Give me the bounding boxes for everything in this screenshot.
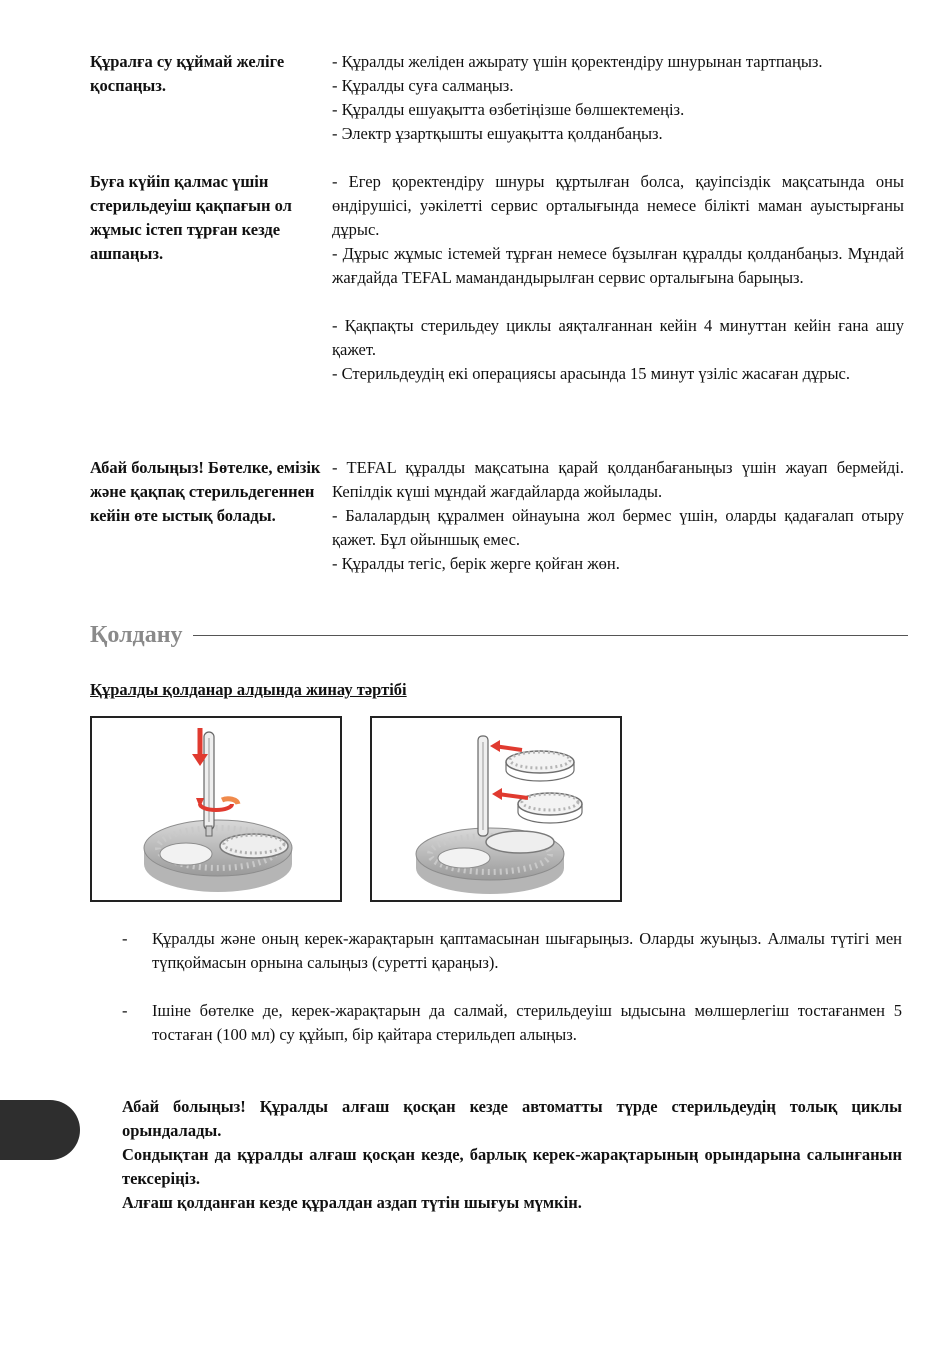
figure-attach-holders: [370, 716, 622, 902]
sterilizer-assembly-attach-holders-icon: [372, 718, 620, 900]
warning-label: Абай болыңыз! Бөтелке, емізік және қақпақ стерильдегеннен кейін өте ыстық болады.: [90, 458, 321, 525]
warning-label: Буға күйіп қалмас үшін стерильдеуіш қақпағын ол жұмыс істеп тұрған кезде ашпаңыз.: [90, 172, 292, 263]
warning-line: - TEFAL құралды мақсатына қарай қолданбағаныңыз үшін жауап бермейді. Кепілдік күші мұндай жағдайларда жойылады.: [332, 458, 904, 501]
caution-notes: [122, 1095, 902, 1215]
caution-line: Алғаш қолданған кезде құралдан аздап түтін шығуы мүмкін.: [122, 1193, 582, 1212]
warning-row-2: [90, 170, 902, 386]
warning-line: - Электр ұзартқышты ешуақытта қолданбаңыз.: [332, 124, 663, 143]
bullet-dash: -: [122, 1001, 128, 1020]
warning-line: - Құралды желіден ажырату үшін қоректендіру шнурынан тартпаңыз.: [332, 52, 823, 71]
warning-line: - Құралды суға салмаңыз.: [332, 76, 514, 95]
warning-line: - Құралды ешуақытта өзбетіңізше бөлшектемеңіз.: [332, 100, 685, 119]
warning-line: - Егер қоректендіру шнуры құртылған болса, қауіпсіздік мақсатында оны өндірушісі, уәкілетті сервис орталығында немесе білікті маман ауыстырғаны дұрыс.: [332, 172, 904, 239]
section-rule: [193, 635, 908, 637]
page-tab-marker: [0, 1100, 80, 1160]
instruction-text: Құралды және оның керек-жарақтарын қаптамасынан шығарыңыз. Оларды жуыңыз. Алмалы түтігі мен түпқоймасын орнына салыңыз (суретті қараңыз).: [152, 929, 902, 972]
figure-insert-rod: [90, 716, 342, 902]
warning-details: [332, 50, 904, 146]
warning-line: - Стерильдеудің екі операциясы арасында 15 минут үзіліс жасаған дұрыс.: [332, 364, 851, 383]
list-item: [122, 999, 902, 1047]
instruction-list: [122, 927, 902, 1047]
warning-details: [332, 170, 904, 386]
warning-details: [332, 456, 904, 576]
warning-line: - Құралды тегіс, берік жерге қойған жөн.: [332, 554, 620, 573]
section-heading: [90, 622, 908, 649]
list-item: [122, 927, 902, 975]
instruction-text: Ішіне бөтелке де, керек-жарақтарын да салмай, стерильдеуіш ыдысына мөлшерлегіш тостағанмен 5 тостаған (100 мл) су құйып, бір қайтара стерильдеп алыңыз.: [152, 1001, 902, 1044]
section-title: Қолдану: [90, 622, 183, 648]
warning-label: Құралға су құймай желіге қоспаңыз.: [90, 52, 285, 95]
warning-line: - Қақпақты стерильдеу циклы аяқталғаннан кейін 4 минуттан кейін ғана ашу қажет.: [332, 316, 904, 359]
caution-line: Абай болыңыз! Құралды алғаш қосқан кезде автоматты түрде стерильдеудің толық циклы орындалады.: [122, 1097, 902, 1140]
caution-line: Сондықтан да құралды алғаш қосқан кезде, барлық керек-жарақтарының орындарына салынғанын тексеріңіз.: [122, 1145, 902, 1188]
sterilizer-assembly-insert-rod-icon: [92, 718, 340, 900]
warning-line: - Дұрыс жұмыс істемей тұрған немесе бұзылған құралды қолданбаңыз. Мұндай жағдайда TEFAL мамандандырылған сервис орталығына барыңыз.: [332, 244, 904, 287]
warning-row-3: [90, 456, 902, 576]
warning-line: - Балалардың құралмен ойнауына жол бермес үшін, оларды қадағалап отыру қажет. Бұл ойыншық емес.: [332, 506, 904, 549]
subheading: Құралды қолданар алдында жинау тәртібі: [90, 680, 407, 699]
warning-row-1: [90, 50, 902, 146]
bullet-dash: -: [122, 929, 128, 948]
